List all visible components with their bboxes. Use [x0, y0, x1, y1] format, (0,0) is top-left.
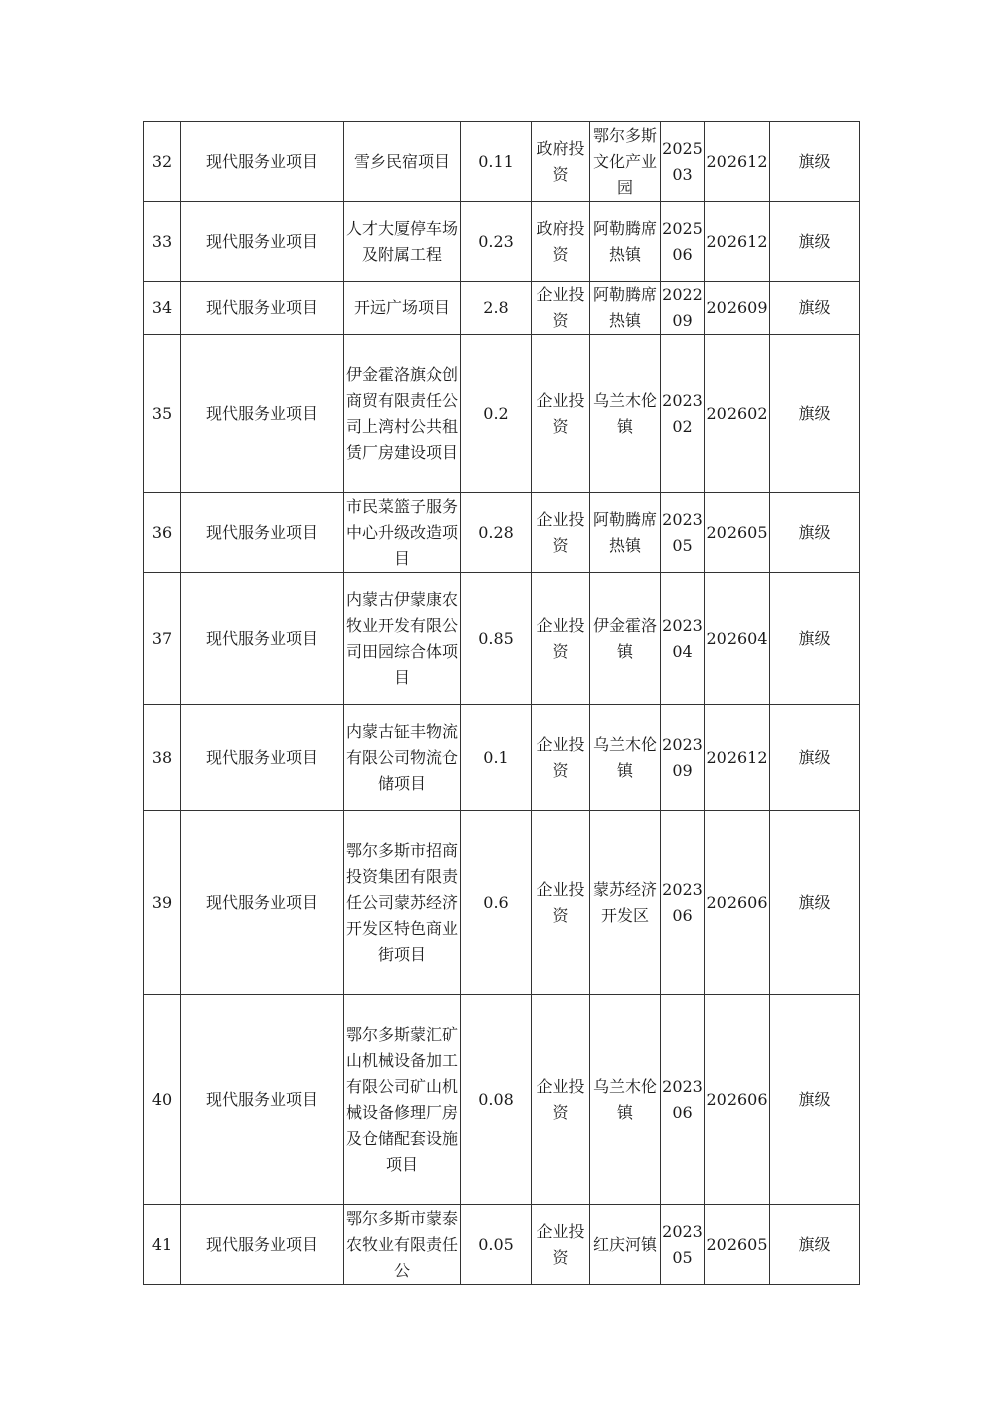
project-name-cell: 内蒙古钲丰物流有限公司物流仓储项目 [344, 705, 461, 811]
row-number: 38 [144, 705, 181, 811]
table-row [144, 705, 860, 811]
investment-cell: 0.11 [461, 122, 532, 202]
start-date-cell: 202209 [661, 282, 705, 335]
investment-cell: 0.08 [461, 995, 532, 1205]
investment-type-cell: 企业投资 [532, 995, 590, 1205]
location-cell: 鄂尔多斯文化产业园 [590, 122, 661, 202]
category-cell: 现代服务业项目 [181, 811, 344, 995]
start-date-cell: 202305 [661, 493, 705, 573]
project-name-cell: 伊金霍洛旗众创商贸有限责任公司上湾村公共租赁厂房建设项目 [344, 335, 461, 493]
start-date-cell: 202306 [661, 995, 705, 1205]
end-date-cell: 202606 [705, 811, 770, 995]
investment-cell: 0.28 [461, 493, 532, 573]
investment-cell: 0.23 [461, 202, 532, 282]
category-cell: 现代服务业项目 [181, 122, 344, 202]
start-date-cell: 202503 [661, 122, 705, 202]
level-cell: 旗级 [770, 335, 860, 493]
table-row [144, 995, 860, 1205]
table-row [144, 202, 860, 282]
end-date-cell: 202612 [705, 705, 770, 811]
investment-type-cell: 政府投资 [532, 122, 590, 202]
category-cell: 现代服务业项目 [181, 1205, 344, 1285]
level-cell: 旗级 [770, 573, 860, 705]
investment-type-cell: 企业投资 [532, 493, 590, 573]
table-row [144, 573, 860, 705]
category-cell: 现代服务业项目 [181, 705, 344, 811]
category-cell: 现代服务业项目 [181, 335, 344, 493]
start-date-cell: 202305 [661, 1205, 705, 1285]
category-cell: 现代服务业项目 [181, 493, 344, 573]
investment-type-cell: 企业投资 [532, 282, 590, 335]
location-cell: 乌兰木伦镇 [590, 705, 661, 811]
project-table [143, 121, 860, 1285]
investment-type-cell: 企业投资 [532, 811, 590, 995]
table-row [144, 122, 860, 202]
project-name-cell: 市民菜篮子服务中心升级改造项目 [344, 493, 461, 573]
table-row [144, 493, 860, 573]
table-body [144, 122, 860, 1285]
level-cell: 旗级 [770, 493, 860, 573]
investment-type-cell: 企业投资 [532, 1205, 590, 1285]
table-row [144, 811, 860, 995]
investment-cell: 0.1 [461, 705, 532, 811]
level-cell: 旗级 [770, 282, 860, 335]
row-number: 40 [144, 995, 181, 1205]
location-cell: 阿勒腾席热镇 [590, 493, 661, 573]
investment-cell: 2.8 [461, 282, 532, 335]
investment-type-cell: 企业投资 [532, 705, 590, 811]
row-number: 41 [144, 1205, 181, 1285]
row-number: 32 [144, 122, 181, 202]
start-date-cell: 202309 [661, 705, 705, 811]
row-number: 35 [144, 335, 181, 493]
level-cell: 旗级 [770, 1205, 860, 1285]
investment-cell: 0.6 [461, 811, 532, 995]
project-name-cell: 雪乡民宿项目 [344, 122, 461, 202]
project-name-cell: 内蒙古伊蒙康农牧业开发有限公司田园综合体项目 [344, 573, 461, 705]
table-row [144, 1205, 860, 1285]
row-number: 36 [144, 493, 181, 573]
end-date-cell: 202602 [705, 335, 770, 493]
level-cell: 旗级 [770, 811, 860, 995]
level-cell: 旗级 [770, 202, 860, 282]
location-cell: 阿勒腾席热镇 [590, 282, 661, 335]
end-date-cell: 202612 [705, 202, 770, 282]
location-cell: 阿勒腾席热镇 [590, 202, 661, 282]
end-date-cell: 202612 [705, 122, 770, 202]
project-name-cell: 鄂尔多斯市蒙泰农牧业有限责任公 [344, 1205, 461, 1285]
row-number: 39 [144, 811, 181, 995]
category-cell: 现代服务业项目 [181, 282, 344, 335]
end-date-cell: 202604 [705, 573, 770, 705]
end-date-cell: 202605 [705, 1205, 770, 1285]
investment-cell: 0.2 [461, 335, 532, 493]
investment-type-cell: 企业投资 [532, 335, 590, 493]
location-cell: 伊金霍洛镇 [590, 573, 661, 705]
start-date-cell: 202302 [661, 335, 705, 493]
row-number: 34 [144, 282, 181, 335]
table-row [144, 282, 860, 335]
location-cell: 蒙苏经济开发区 [590, 811, 661, 995]
table-row [144, 335, 860, 493]
level-cell: 旗级 [770, 705, 860, 811]
start-date-cell: 202304 [661, 573, 705, 705]
project-name-cell: 开远广场项目 [344, 282, 461, 335]
category-cell: 现代服务业项目 [181, 202, 344, 282]
project-name-cell: 鄂尔多斯市招商投资集团有限责任公司蒙苏经济开发区特色商业街项目 [344, 811, 461, 995]
level-cell: 旗级 [770, 995, 860, 1205]
end-date-cell: 202605 [705, 493, 770, 573]
row-number: 37 [144, 573, 181, 705]
category-cell: 现代服务业项目 [181, 995, 344, 1205]
level-cell: 旗级 [770, 122, 860, 202]
investment-type-cell: 政府投资 [532, 202, 590, 282]
project-name-cell: 人才大厦停车场及附属工程 [344, 202, 461, 282]
location-cell: 乌兰木伦镇 [590, 335, 661, 493]
end-date-cell: 202609 [705, 282, 770, 335]
investment-cell: 0.85 [461, 573, 532, 705]
category-cell: 现代服务业项目 [181, 573, 344, 705]
end-date-cell: 202606 [705, 995, 770, 1205]
investment-cell: 0.05 [461, 1205, 532, 1285]
start-date-cell: 202306 [661, 811, 705, 995]
row-number: 33 [144, 202, 181, 282]
investment-type-cell: 企业投资 [532, 573, 590, 705]
location-cell: 红庆河镇 [590, 1205, 661, 1285]
project-name-cell: 鄂尔多斯蒙汇矿山机械设备加工有限公司矿山机械设备修理厂房及仓储配套设施项目 [344, 995, 461, 1205]
start-date-cell: 202506 [661, 202, 705, 282]
location-cell: 乌兰木伦镇 [590, 995, 661, 1205]
